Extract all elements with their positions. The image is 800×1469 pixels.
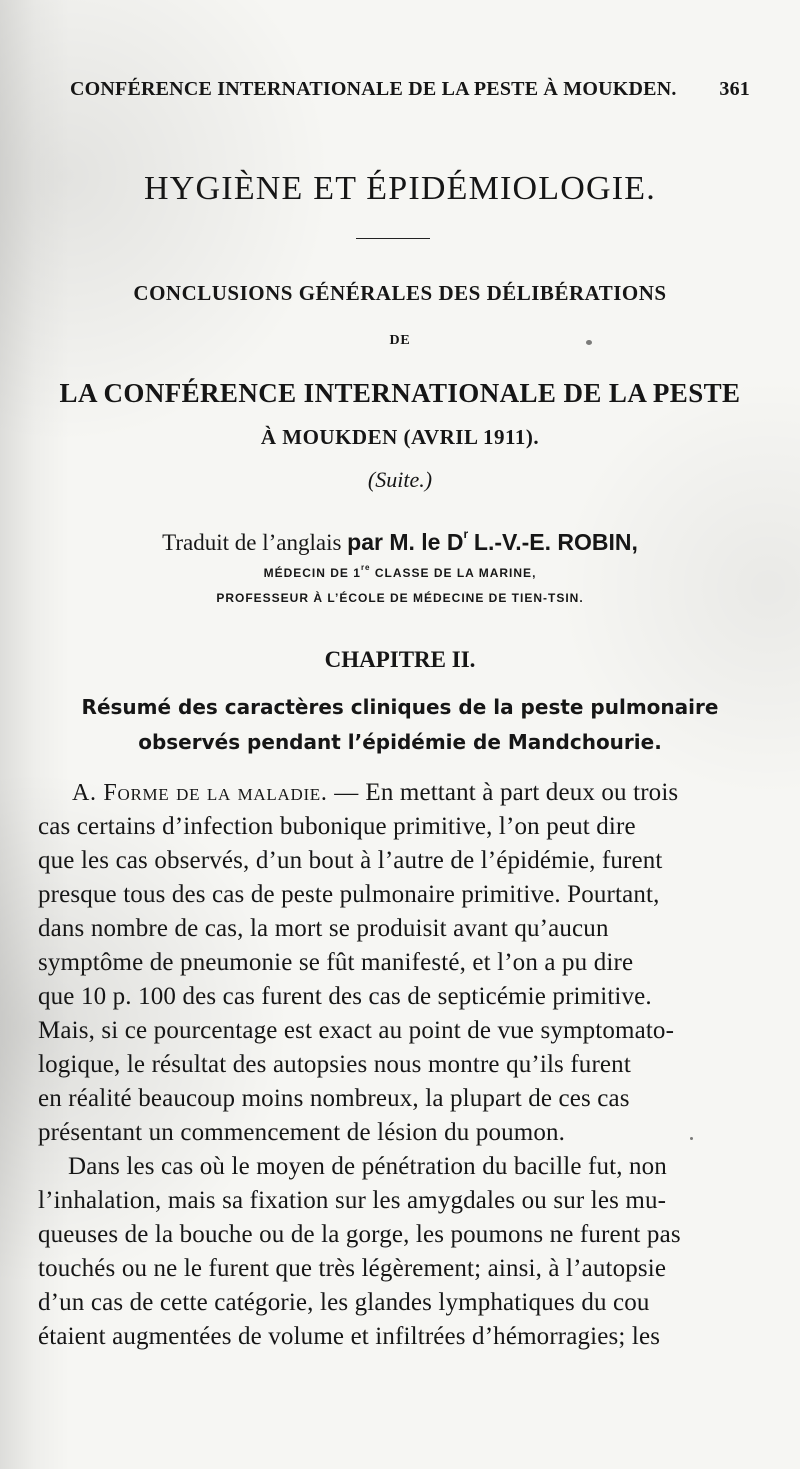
subtitle-line-3: LA CONFÉRENCE INTERNATIONALE DE LA PESTE [59,378,741,408]
body-line: étaient augmentées de volume et infiltrées d’hémorragies; les [38,1323,661,1350]
page-number: 361 [719,78,750,100]
body-line: A. Forme de la maladie. — En mettant à part deux ou trois [72,779,679,806]
main-title: HYGIÈNE ET ÉPIDÉMIOLOGIE. [144,170,656,207]
body-line: présentant un commencement de lésion du poumon. [38,1119,566,1146]
body-line: queuses de la bouche ou de la gorge, les poumons ne furent pas [38,1221,681,1248]
body-line: Mais, si ce pourcentage est exact au point de vue symptomato- [38,1017,675,1044]
chapter-title-line-2: observés pendant l’épidémie de Mandchourie. [138,730,662,754]
affiliation-line-1: MÉDECIN DE 1re CLASSE DE LA MARINE, [263,563,537,580]
body-line: symptôme de pneumonie se fût manifesté, et l’on a pu dire [38,949,634,976]
body-line: presque tous des cas de peste pulmonaire primitive. Pourtant, [38,881,660,908]
suite-label: (Suite.) [367,467,433,492]
chapter-title-line-1: Résumé des caractères cliniques de la peste pulmonaire [81,695,719,719]
body-line: dans nombre de cas, la mort se produisit avant qu’aucun [38,915,609,942]
chapter-heading: CHAPITRE II. [324,647,476,672]
translation-prefix: Traduit de l’anglais [162,530,342,555]
translation-credit [0,529,800,556]
body-line: Dans les cas où le moyen de pénétration du bacille fut, non [68,1153,667,1180]
body-line: en réalité beaucoup moins nombreux, la plupart de ces cas [38,1085,630,1112]
subtitle-line-4: À MOUKDEN (AVRIL 1911). [260,425,540,449]
body-line: touchés ou ne le furent que très légèrement; ainsi, à l’autopsie [38,1255,667,1282]
title-rule [356,238,430,239]
subtitle-line-2: DE [389,333,411,348]
body-line: l’inhalation, mais sa fixation sur les amygdales ou sur les mu- [38,1187,667,1214]
body-line: que les cas observés, d’un bout à l’autre de l’épidémie, furent [38,847,663,874]
affiliation-line-2: PROFESSEUR À L’ÉCOLE DE MÉDECINE DE TIEN-TSIN. [216,591,584,605]
running-title: CONFÉRENCE INTERNATIONALE DE LA PESTE À MOUKDEN. [70,78,677,100]
body-line: d’un cas de cette catégorie, les glandes lymphatiques du cou [38,1289,650,1316]
translator-by: par M. le $D^r$ [347,527,469,555]
translator-name: L.-V.-E. ROBIN, [473,529,638,555]
body-line: cas certains d’infection bubonique primitive, l’on peut dire [38,813,636,840]
running-head [70,78,750,101]
paragraph-lead: A. Forme de la maladie. — [72,780,359,806]
body-line: que 10 p. 100 des cas furent des cas de septicémie primitive. [38,983,652,1010]
subtitle-line-1: CONCLUSIONS GÉNÉRALES DES DÉLIBÉRATIONS [133,281,667,305]
body-line: logique, le résultat des autopsies nous montre qu’ils furent [38,1051,631,1078]
